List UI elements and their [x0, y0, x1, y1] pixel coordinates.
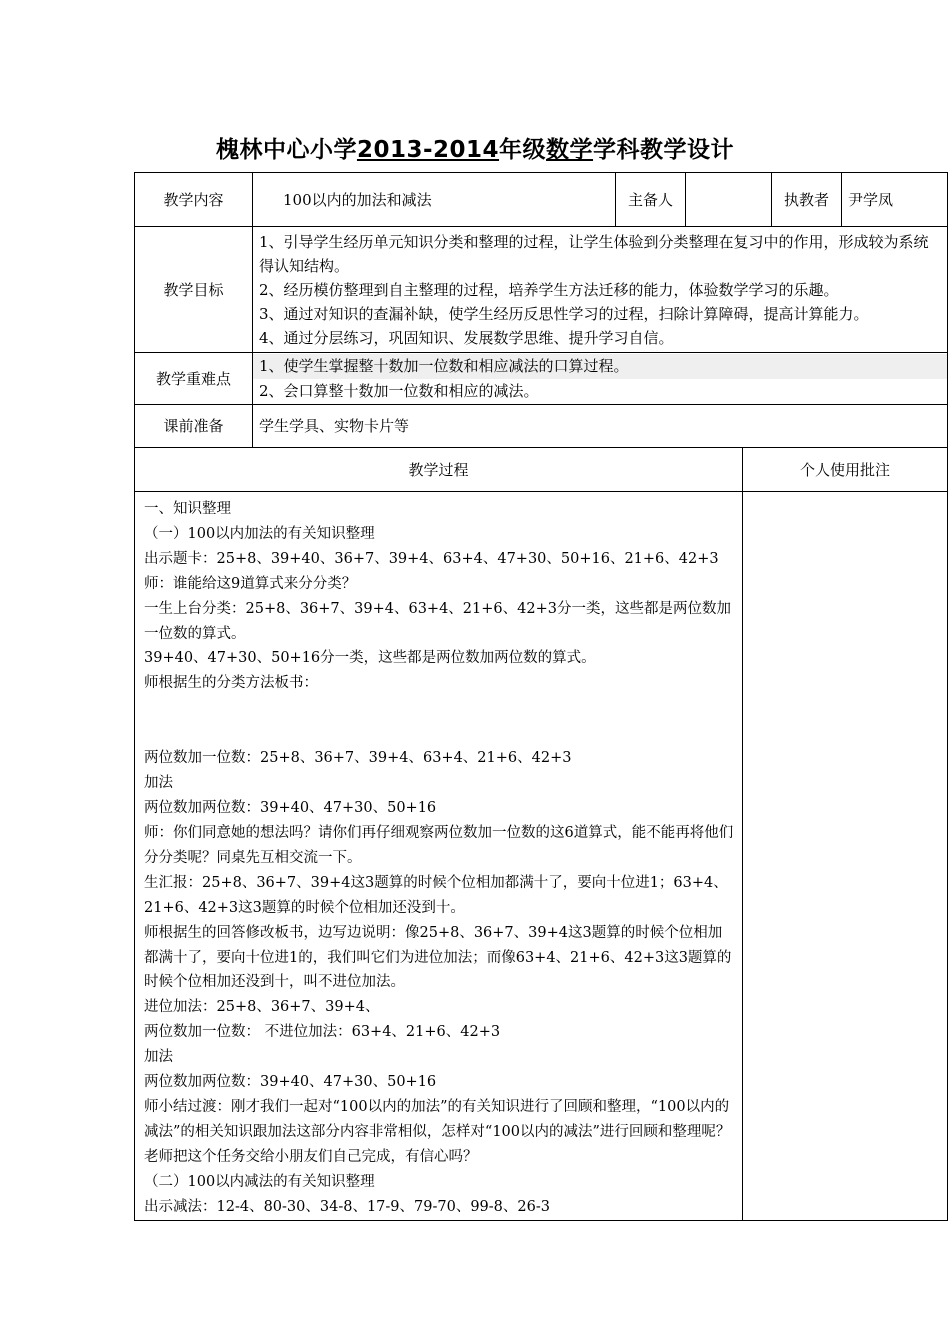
teaching-process-table: [134, 447, 948, 1221]
process-line: 一、知识整理: [144, 501, 231, 517]
keypoint-item: 1、使学生掌握整十数加一位数和相应减法的口算过程。: [253, 354, 947, 379]
title-subject: 数学: [546, 137, 594, 163]
process-line: 一生上台分类：25+8、36+7、39+4、63+4、21+6、42+3分一类，这些都是两位数加一位数的算式。: [144, 600, 731, 642]
process-line: 出示减法：12-4、80-30、34-8、17-9、79-70、99-8、26-3: [144, 1198, 550, 1215]
process-text: [136, 493, 741, 1219]
process-line: 两位数加两位数：39+40、47+30、50+16: [144, 1074, 437, 1091]
goals-label: 教学目标: [135, 227, 253, 353]
process-line: 进位加法：25+8、36+7、39+4、: [144, 999, 380, 1016]
title-year-suffix: 年级: [499, 137, 547, 163]
preparer-label: 主备人: [616, 173, 686, 227]
process-line: 加法: [144, 775, 173, 792]
goal-item: 3、通过对知识的查漏补缺，使学生经历反思性学习的过程，扫除计算障碍，提高计算能力。: [259, 304, 869, 323]
lesson-info-table: [134, 172, 948, 448]
goals-cell: [253, 227, 948, 353]
process-line: 师根据生的回答修改板书，边写边说明：像25+8、36+7、39+4这3题算的时候个位相加都满十了，要向十位进1的，我们叫它们为进位加法；而像63+4、21+6、42+3这3题算的时候个位相加还没到十，叫不进位加法。: [144, 924, 732, 991]
preparer-value: [686, 173, 772, 227]
process-line: 两位数加一位数： 不进位加法：63+4、21+6、42+3: [144, 1024, 501, 1041]
goal-item: 2、经历模仿整理到自主整理的过程，培养学生方法迁移的能力，体验数学学习的乐趣。: [259, 280, 839, 299]
process-line: 两位数加一位数：25+8、36+7、39+4、63+4、21+6、42+3: [144, 750, 572, 767]
process-line: 39+40、47+30、50+16分一类，这些都是两位数加两位数的算式。: [144, 650, 596, 667]
goal-item: 1、引导学生经历单元知识分类和整理的过程，让学生体验到分类整理在复习中的作用，形成较为系统得认知结构。: [259, 232, 929, 275]
process-line: 两位数加两位数：39+40、47+30、50+16: [144, 800, 437, 817]
title-suffix: 学科教学设计: [593, 137, 735, 163]
board-gap: [144, 696, 735, 746]
document-title: [0, 131, 950, 164]
process-line: 师小结过渡：刚才我们一起对“100以内的加法”的有关知识进行了回顾和整理，“100以内的减法”的相关知识跟加法这部分内容非常相似，怎样对“100以内的减法”进行回顾和整理呢？老师把这个任务交给小朋友们自己完成，有信心吗？: [144, 1098, 731, 1165]
title-years: 2013-2014: [356, 137, 500, 163]
teacher-label: 执教者: [772, 173, 842, 227]
content-value: 100以内的加法和减法: [253, 173, 616, 227]
process-line: 出示题卡：25+8、39+40、36+7、39+4、63+4、47+30、50+16、21+6、42+3: [144, 550, 719, 567]
goal-item: 4、通过分层练习，巩固知识、发展数学思维、提升学习自信。: [259, 328, 674, 347]
notes-body: [743, 492, 948, 1221]
notes-header: 个人使用批注: [743, 448, 948, 492]
process-header: 教学过程: [135, 448, 743, 492]
process-line: 师：你们同意她的想法吗？请你们再仔细观察两位数加一位数的这6道算式，能不能再将他们分分类呢？同桌先互相交流一下。: [144, 824, 734, 866]
prep-label: 课前准备: [135, 405, 253, 448]
teacher-value: 尹学凤: [842, 173, 948, 227]
content-label: 教学内容: [135, 173, 253, 227]
process-line: （一）100以内加法的有关知识整理: [144, 525, 375, 542]
process-line: 生汇报：25+8、36+7、39+4这3题算的时候个位相加都满十了，要向十位进1；63+4、21+6、42+3这3题算的时候个位相加还没到十。: [144, 874, 728, 916]
keypoints-cell: [253, 353, 948, 405]
process-line: 加法: [144, 1049, 173, 1066]
prep-value: 学生学具、实物卡片等: [253, 405, 948, 448]
keypoint-item: 2、会口算整十数加一位数和相应的减法。: [259, 381, 539, 400]
process-line: 师根据生的分类方法板书：: [144, 675, 318, 692]
process-line: 师：谁能给这9道算式来分分类？: [144, 575, 357, 592]
process-line: （二）100以内减法的有关知识整理: [144, 1173, 375, 1190]
title-school: 槐林中心小学: [215, 137, 357, 163]
process-body: [135, 492, 743, 1221]
keypoints-label: 教学重难点: [135, 353, 253, 405]
